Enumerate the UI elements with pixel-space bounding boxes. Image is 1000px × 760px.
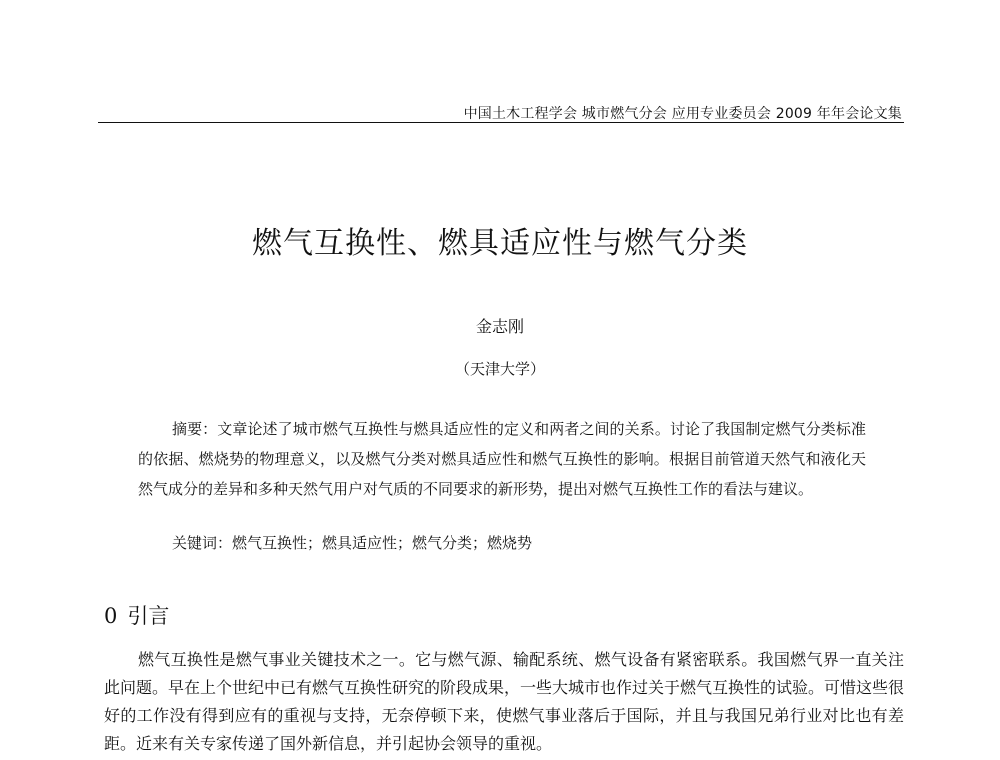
section-title: 引言 (127, 604, 170, 628)
paper-affiliation: （天津大学） (454, 360, 545, 378)
header-rule (98, 122, 904, 123)
keywords (172, 532, 532, 553)
keywords-label: 关键词： (172, 534, 233, 552)
abstract (138, 414, 866, 504)
abstract-text: 文章论述了城市燃气互换性与燃具适应性的定义和两者之间的关系。讨论了我国制定燃气分类标准的依据、燃烧势的物理意义，以及燃气分类对燃具适应性和燃气互换性的影响。根据目前管道天然气和液化天然气成分的差异和多种天然气用户对气质的不同要求的新形势，提出对燃气互换性工作的看法与建议。 (138, 420, 866, 498)
abstract-label: 摘要： (172, 420, 218, 438)
section-number: 0 (104, 604, 118, 628)
paper-author: 金志刚 (475, 317, 524, 336)
running-header: 中国土木工程学会 城市燃气分会 应用专业委员会 2009 年年会论文集 (463, 106, 902, 122)
keywords-text: 燃气互换性；燃具适应性；燃气分类；燃烧势 (232, 534, 533, 552)
paper-title: 燃气互换性、燃具适应性与燃气分类 (252, 226, 748, 261)
intro-paragraph: 燃气互换性是燃气事业关键技术之一。它与燃气源、输配系统、燃气设备有紧密联系。我国燃气界一直关注此问题。早在上个世纪中已有燃气互换性研究的阶段成果，一些大城市也作过关于燃气互换性的试验。可惜这些很好的工作没有得到应有的重视与支持，无奈停顿下来，使燃气事业落后于国际，并且与我国兄弟行业对比也有差距。近来有关专家传递了国外新信息，并引起协会领导的重视。 (104, 650, 905, 753)
section-heading (104, 600, 169, 630)
